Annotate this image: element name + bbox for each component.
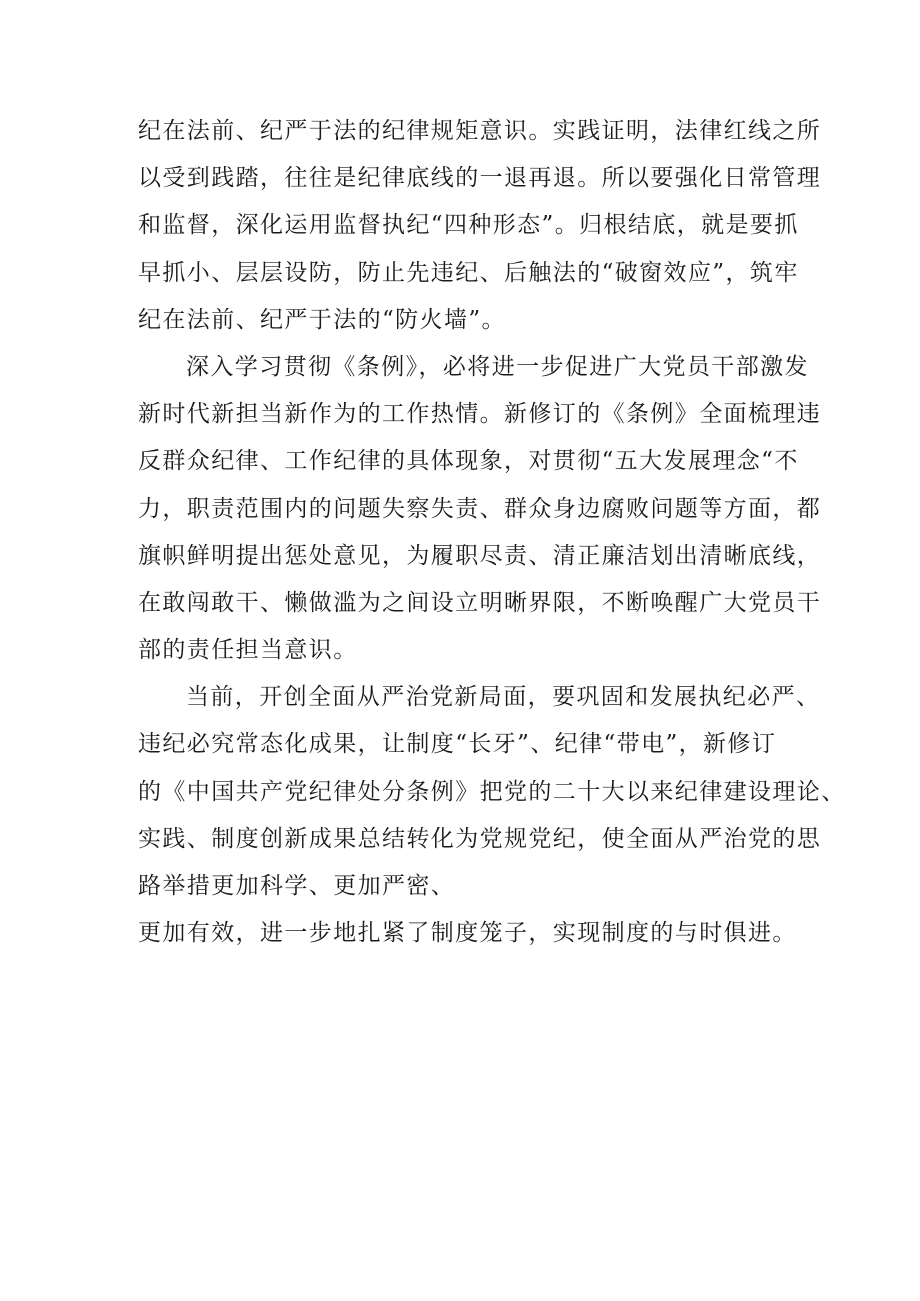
paragraph-line: 力，职责范围内的问题失察失责、群众身边腐败问题等方面，都 — [138, 495, 822, 522]
paragraph-line: 违纪必究常态化成果，让制度“长牙”、纪律“带电”，新修订 — [138, 731, 777, 758]
paragraph-3 — [138, 674, 846, 957]
paragraph-line: 当前，开创全面从严治党新局面，要巩固和发展执纪必严、 — [186, 684, 821, 711]
paragraph-line: 在敢闯敢干、懒做滥为之间设立明晰界限，不断唤醒广大党员干 — [138, 589, 822, 616]
paragraph-line: 和监督，深化运用监督执纪“四种形态”。归根结底，就是要抓 — [138, 212, 799, 239]
paragraph-line: 部的责任担当意识。 — [138, 637, 358, 664]
paragraph-line: 实践、制度创新成果总结转化为党规党纪，使全面从严治党的思 — [138, 825, 822, 852]
paragraph-line: 以受到践踏，往往是纪律底线的一退再退。所以要强化日常管理 — [138, 165, 822, 192]
paragraph-1 — [138, 108, 828, 344]
paragraph-line: 早抓小、层层设防，防止先违纪、后触法的“破窗效应”，筑牢 — [138, 259, 799, 286]
paragraph-line: 纪在法前、纪严于法的“防火墙”。 — [138, 306, 506, 333]
paragraph-line: 反群众纪律、工作纪律的具体现象，对贯彻“五大发展理念“不 — [138, 448, 799, 475]
document-body — [138, 108, 846, 957]
paragraph-2 — [138, 344, 828, 674]
paragraph-line: 深入学习贯彻《条例》，必将进一步促进广大党员干部激发 — [186, 353, 809, 380]
paragraph-line: 的《中国共产党纪律处分条例》把党的二十大以来纪律建设理论、 — [138, 778, 846, 805]
paragraph-line: 更加有效，进一步地扎紧了制度笼子，实现制度的与时俱进。 — [138, 920, 797, 947]
paragraph-line: 新时代新担当新作为的工作热情。新修订的《条例》全面梳理违 — [138, 401, 822, 428]
paragraph-line: 路举措更加科学、更加严密、 — [138, 873, 456, 899]
paragraph-line: 纪在法前、纪严于法的纪律规矩意识。实践证明，法律红线之所 — [138, 118, 822, 144]
paragraph-line: 旗帜鲜明提出惩处意见，为履职尽责、清正廉洁划出清晰底线， — [138, 542, 822, 569]
